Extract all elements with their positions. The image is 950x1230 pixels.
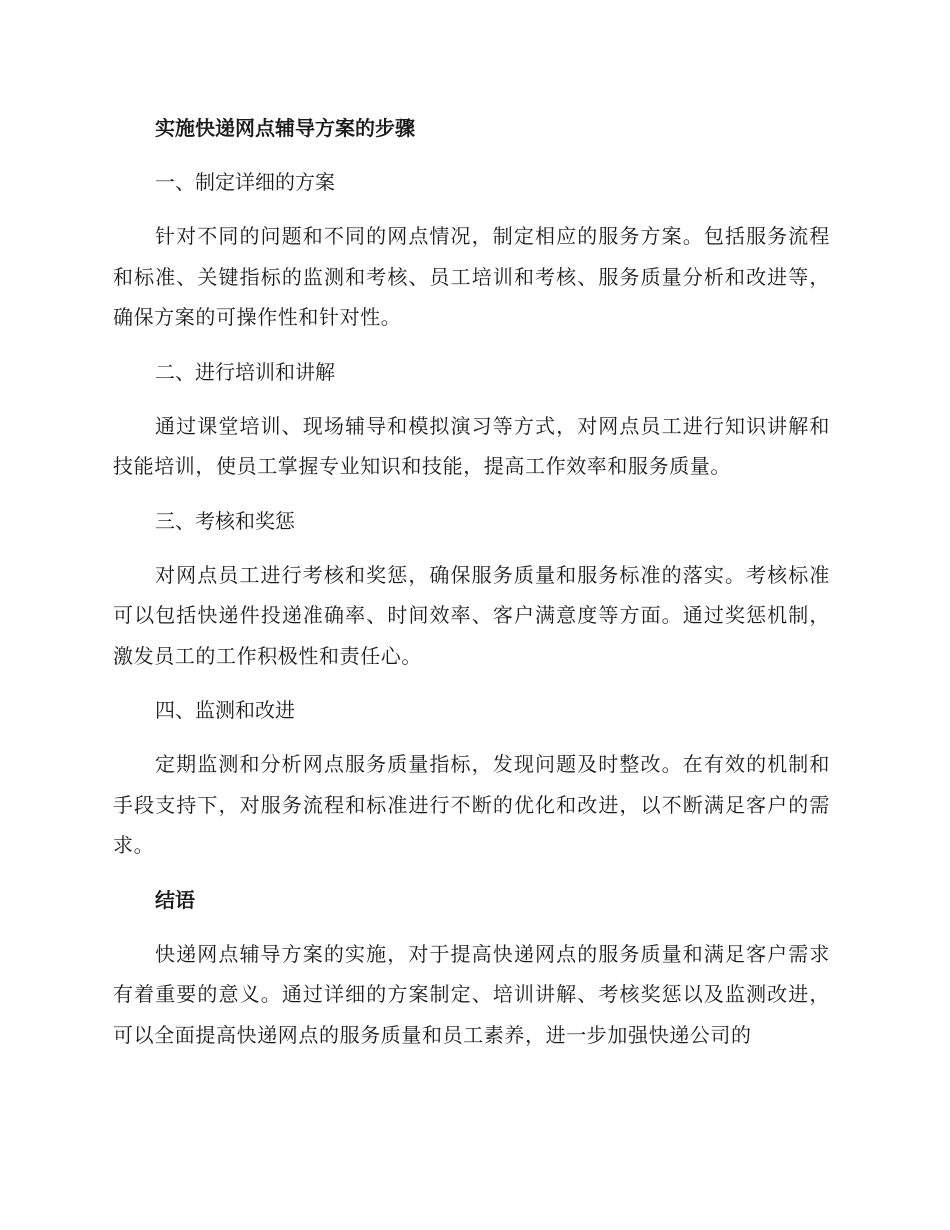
step-4-heading: 四、监测和改进 (155, 698, 295, 722)
section-title: 实施快递网点辅导方案的步骤 (155, 116, 415, 140)
step-2-paragraph: 通过课堂培训、现场辅导和模拟演习等方式，对网点员工进行知识讲解和技能培训，使员工掌握专业知识和技能，提高工作效率和服务质量。 (113, 413, 830, 478)
step-2-heading: 二、进行培训和讲解 (155, 359, 335, 384)
step-1-heading: 一、制定详细的方案 (155, 170, 335, 194)
document-page (113, 108, 830, 1069)
step-3-paragraph: 对网点员工进行考核和奖惩，确保服务质量和服务标准的落实。考核标准可以包括快递件投递准确率、时间效率、客户满意度等方面。通过奖惩机制，激发员工的工作积极性和责任心。 (113, 562, 830, 668)
step-4-paragraph: 定期监测和分析网点服务质量指标，发现问题及时整改。在有效的机制和手段支持下，对服务流程和标准进行不断的优化和改进，以不断满足客户的需求。 (113, 752, 830, 857)
conclusion-heading: 结语 (155, 887, 195, 912)
conclusion-paragraph: 快递网点辅导方案的实施，对于提高快递网点的服务质量和满足客户需求有着重要的意义。通过详细的方案制定、培训讲解、考核奖惩以及监测改进，可以全面提高快递网点的服务质量和员工素养，进一步加强快递公司的 (113, 941, 830, 1047)
step-3-heading: 三、考核和奖惩 (155, 508, 295, 533)
step-1-paragraph: 针对不同的问题和不同的网点情况，制定相应的服务方案。包括服务流程和标准、关键指标的监测和考核、员工培训和考核、服务质量分析和改进等，确保方案的可操作性和针对性。 (113, 224, 830, 329)
